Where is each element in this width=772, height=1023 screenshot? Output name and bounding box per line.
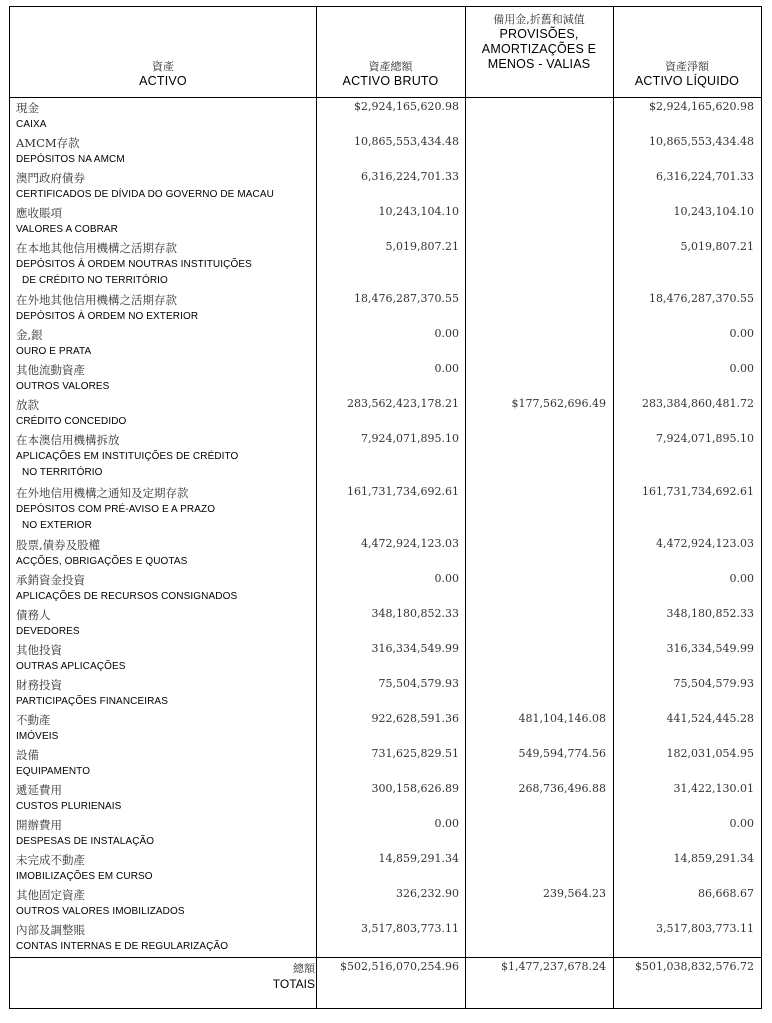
- row-label-pt: CUSTOS PLURIENAIS: [16, 801, 122, 812]
- activo-liquido-cell: 348,180,852.33: [666, 607, 754, 620]
- activo-bruto-cell: 348,180,852.33: [371, 607, 459, 620]
- table-row: [10, 99, 761, 134]
- activo-bruto-cell: 14,859,291.34: [378, 852, 459, 865]
- activo-bruto-cell: 0.00: [434, 572, 459, 585]
- activo-liquido-cell: 0.00: [729, 327, 754, 340]
- row-label-zh: 開辦費用: [16, 818, 62, 832]
- row-label-zh: 其他流動資產: [16, 363, 85, 377]
- table-row: [10, 396, 761, 431]
- row-label-zh: 不動產: [16, 713, 51, 727]
- activo-bruto-cell: 5,019,807.21: [385, 240, 459, 253]
- table-row: [10, 134, 761, 169]
- activo-liquido-cell: 10,865,553,434.48: [649, 135, 754, 148]
- row-label-zh: 澳門政府債券: [16, 171, 85, 185]
- row-label-zh: 現金: [16, 101, 39, 115]
- table-row: [10, 484, 761, 531]
- table-row: [10, 536, 761, 571]
- row-label-pt: IMOBILIZAÇÕES EM CURSO: [16, 871, 153, 882]
- header-bruto-pt: ACTIVO BRUTO: [342, 74, 439, 88]
- row-label-pt: PARTICIPAÇÕES FINANCEIRAS: [16, 696, 168, 707]
- header-activo-liquido: [613, 7, 761, 97]
- row-label-zh: 在外地其他信用機構之活期存款: [16, 293, 177, 307]
- row-label-zh: AMCM存款: [16, 136, 80, 150]
- activo-bruto-cell: 161,731,734,692.61: [347, 485, 459, 498]
- header-activo-zh: 資產: [152, 60, 174, 73]
- header-liquido-pt: ACTIVO LÍQUIDO: [634, 74, 740, 88]
- activo-liquido-cell: 0.00: [729, 817, 754, 830]
- activo-liquido-cell: 5,019,807.21: [680, 240, 754, 253]
- totals-label-pt: TOTAIS: [272, 977, 315, 991]
- provisoes-cell: 239,564.23: [543, 887, 606, 900]
- row-label-zh: 財務投資: [16, 678, 62, 692]
- activo-bruto-cell: 0.00: [434, 327, 459, 340]
- table-row: [10, 431, 761, 478]
- row-label-zh: 股票,債券及股權: [16, 538, 101, 552]
- totals-label-zh: 總額: [293, 962, 315, 975]
- activo-bruto-cell: 731,625,829.51: [371, 747, 459, 760]
- table-row: [10, 886, 761, 921]
- table-row: [10, 921, 761, 956]
- table-row: [10, 851, 761, 886]
- table-row: [10, 641, 761, 676]
- activo-bruto-cell: 7,924,071,895.10: [361, 432, 459, 445]
- activo-liquido-cell: 182,031,054.95: [666, 747, 754, 760]
- row-label-pt: OUTROS VALORES: [16, 381, 110, 392]
- activo-liquido-cell: $2,924,165,620.98: [649, 100, 754, 113]
- header-divider: [10, 97, 761, 98]
- row-label-zh: 未完成不動產: [16, 853, 85, 867]
- totals-provisoes: $1,477,237,678.24: [501, 960, 606, 973]
- activo-bruto-cell: 326,232.90: [396, 887, 459, 900]
- header-provisoes-pt2: AMORTIZAÇÕES E: [481, 42, 597, 56]
- activo-bruto-cell: 300,158,626.89: [371, 782, 459, 795]
- activo-liquido-cell: 0.00: [729, 572, 754, 585]
- activo-liquido-cell: 4,472,924,123.03: [656, 537, 754, 550]
- row-label-zh: 金,銀: [16, 328, 43, 342]
- row-label-pt: APLICAÇÕES DE RECURSOS CONSIGNADOS: [16, 591, 238, 602]
- header-activo-pt: ACTIVO: [139, 74, 187, 88]
- table-row: [10, 204, 761, 239]
- table-row: [10, 361, 761, 396]
- row-label-pt: CONTAS INTERNAS E DE REGULARIZAÇÃO: [16, 941, 229, 952]
- header-bruto-zh: 資產總額: [368, 60, 413, 73]
- row-label-zh: 在本澳信用機構拆放: [16, 433, 120, 447]
- table-row: [10, 711, 761, 746]
- activo-liquido-cell: 441,524,445.28: [666, 712, 754, 725]
- activo-bruto-cell: $2,924,165,620.98: [354, 100, 459, 113]
- activo-liquido-cell: 75,504,579.93: [673, 677, 754, 690]
- row-label-pt: DEPÓSITOS COM PRÉ-AVISO E A PRAZO: [16, 504, 216, 515]
- row-label-zh: 內部及調整賬: [16, 923, 85, 937]
- activo-liquido-cell: 283,384,860,481.72: [642, 397, 754, 410]
- row-label-pt: EQUIPAMENTO: [16, 766, 91, 777]
- row-label-pt: IMÓVEIS: [16, 731, 59, 742]
- row-label-pt: DEVEDORES: [16, 626, 80, 637]
- activo-bruto-cell: 0.00: [434, 362, 459, 375]
- table-row: [10, 326, 761, 361]
- activo-liquido-cell: 86,668.67: [698, 887, 754, 900]
- activo-liquido-cell: 14,859,291.34: [673, 852, 754, 865]
- provisoes-cell: 481,104,146.08: [518, 712, 606, 725]
- activo-liquido-cell: 161,731,734,692.61: [642, 485, 754, 498]
- activo-bruto-cell: 75,504,579.93: [378, 677, 459, 690]
- row-label-pt: CAIXA: [16, 119, 47, 130]
- header-liquido-zh: 資產淨額: [665, 60, 709, 73]
- table-row: [10, 676, 761, 711]
- totals-liquido: $501,038,832,576.72: [635, 960, 754, 973]
- activo-bruto-cell: 4,472,924,123.03: [361, 537, 459, 550]
- balance-sheet-table: [9, 6, 762, 1009]
- row-label-zh: 遞延費用: [16, 783, 62, 797]
- row-label-zh: 債務人: [16, 608, 51, 622]
- row-label-pt-continued: NO EXTERIOR: [22, 520, 92, 531]
- row-label-pt: OURO E PRATA: [16, 346, 92, 357]
- row-label-pt-continued: DE CRÉDITO NO TERRITÓRIO: [22, 275, 168, 286]
- activo-liquido-cell: 6,316,224,701.33: [656, 170, 754, 183]
- row-label-zh: 承銷資金投資: [16, 573, 85, 587]
- header-provisoes: [465, 7, 613, 97]
- row-label-zh: 在外地信用機構之通知及定期存款: [16, 486, 189, 500]
- header-provisoes-pt1: PROVISÕES,: [499, 27, 579, 41]
- table-row: [10, 169, 761, 204]
- row-label-pt-continued: NO TERRITÓRIO: [22, 467, 103, 478]
- totals-bruto: $502,516,070,254.96: [340, 960, 459, 973]
- table-row: [10, 571, 761, 606]
- activo-liquido-cell: 3,517,803,773.11: [656, 922, 754, 935]
- activo-bruto-cell: 18,476,287,370.55: [354, 292, 459, 305]
- table-row: [10, 746, 761, 781]
- header-provisoes-zh: 備用金,折舊和減值: [493, 13, 585, 26]
- header-activo-bruto: [316, 7, 465, 97]
- activo-bruto-cell: 10,865,553,434.48: [354, 135, 459, 148]
- provisoes-cell: 549,594,774.56: [518, 747, 606, 760]
- row-label-zh: 放款: [16, 398, 39, 412]
- activo-bruto-cell: 922,628,591.36: [371, 712, 459, 725]
- row-label-zh: 設備: [16, 748, 39, 762]
- row-label-pt: DESPESAS DE INSTALAÇÃO: [16, 836, 155, 847]
- row-label-pt: DEPÓSITOS À ORDEM NOUTRAS INSTITUIÇÕES: [16, 259, 252, 270]
- activo-bruto-cell: 0.00: [434, 817, 459, 830]
- row-label-pt: CRÉDITO CONCEDIDO: [16, 416, 127, 427]
- activo-liquido-cell: 10,243,104.10: [673, 205, 754, 218]
- activo-liquido-cell: 7,924,071,895.10: [656, 432, 754, 445]
- row-label-zh: 其他投資: [16, 643, 62, 657]
- provisoes-cell: 268,736,496.88: [518, 782, 606, 795]
- table-row: [10, 606, 761, 641]
- activo-bruto-cell: 6,316,224,701.33: [361, 170, 459, 183]
- table-row: [10, 781, 761, 816]
- activo-liquido-cell: 316,334,549.99: [666, 642, 754, 655]
- row-label-pt: DEPÓSITOS NA AMCM: [16, 154, 125, 165]
- activo-bruto-cell: 283,562,423,178.21: [347, 397, 459, 410]
- table-row: [10, 291, 761, 326]
- totals-row: [10, 957, 761, 1007]
- table-row: [10, 816, 761, 851]
- header-activo: [10, 7, 316, 97]
- row-label-pt: DEPÓSITOS À ORDEM NO EXTERIOR: [16, 311, 199, 322]
- row-label-pt: OUTROS VALORES IMOBILIZADOS: [16, 906, 185, 917]
- table-row: [10, 239, 761, 286]
- row-label-pt: OUTRAS APLICAÇÕES: [16, 661, 126, 672]
- activo-bruto-cell: 3,517,803,773.11: [361, 922, 459, 935]
- row-label-zh: 在本地其他信用機構之活期存款: [16, 241, 177, 255]
- row-label-zh: 其他固定資產: [16, 888, 85, 902]
- row-label-pt: APLICAÇÕES EM INSTITUIÇÕES DE CRÉDITO: [16, 451, 239, 462]
- activo-liquido-cell: 0.00: [729, 362, 754, 375]
- row-label-pt: CERTIFICADOS DE DÍVIDA DO GOVERNO DE MACAU: [16, 189, 274, 200]
- row-label-pt: VALORES A COBRAR: [16, 224, 119, 235]
- provisoes-cell: $177,562,696.49: [511, 397, 606, 410]
- header-provisoes-pt3: MENOS - VALIAS: [487, 57, 591, 71]
- row-label-zh: 應收賬項: [16, 206, 62, 220]
- activo-liquido-cell: 18,476,287,370.55: [649, 292, 754, 305]
- activo-bruto-cell: 316,334,549.99: [371, 642, 459, 655]
- activo-bruto-cell: 10,243,104.10: [378, 205, 459, 218]
- activo-liquido-cell: 31,422,130.01: [673, 782, 754, 795]
- row-label-pt: ACÇÕES, OBRIGAÇÕES E QUOTAS: [16, 556, 188, 567]
